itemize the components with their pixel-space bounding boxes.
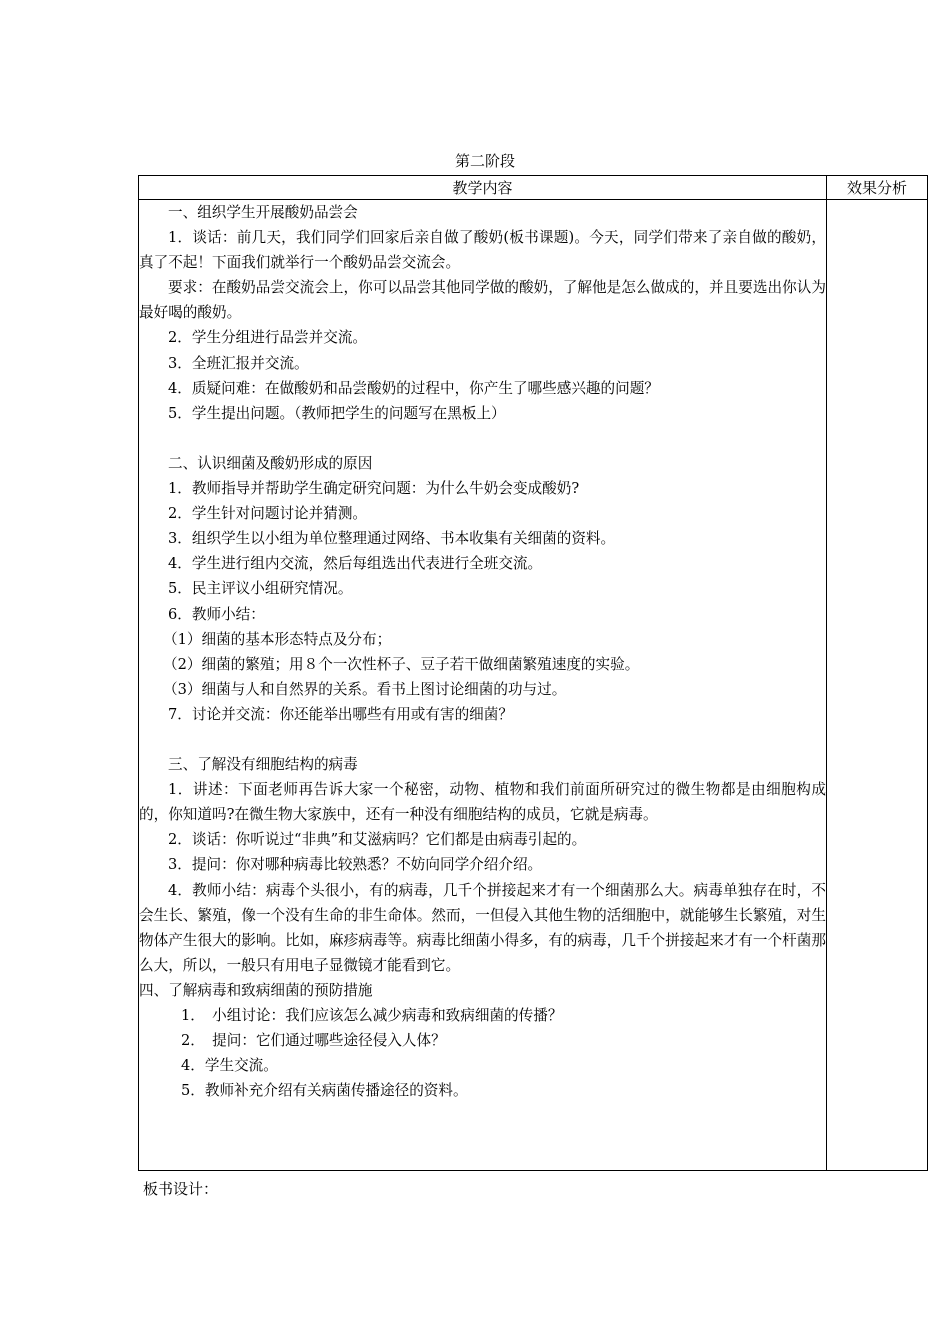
list-item: 1．教师指导并帮助学生确定研究问题：为什么牛奶会变成酸奶? [168, 480, 580, 498]
list-item: 1．讲述：下面老师再告诉大家一个秘密，动物、植物和我们前面所研究过的微生物都是由细胞构成的，你知道吗?在微生物大家族中，还有一种没有细胞结构的成员，它就是病毒。 [139, 781, 826, 824]
list-item: （1）细菌的基本形态特点及分布； [163, 630, 392, 648]
header-teaching-content: 教学内容 [139, 176, 827, 200]
list-item: 3．全班汇报并交流。 [168, 354, 309, 372]
list-item: 7．讨论并交流：你还能举出哪些有用或有害的细菌？ [168, 705, 513, 723]
lesson-plan-table [138, 175, 928, 1171]
section-heading: 四、了解病毒和致病细菌的预防措施 [139, 981, 373, 999]
stage-title: 第二阶段 [454, 152, 515, 170]
list-item: 2． 提问：它们通过哪些途径侵入人体？ [181, 1032, 446, 1050]
list-item: 4．质疑问难：在做酸奶和品尝酸奶的过程中，你产生了哪些感兴趣的问题？ [168, 379, 659, 397]
effect-analysis-cell [827, 200, 928, 1171]
table-header-row [139, 176, 928, 200]
table-body-row [139, 200, 928, 1171]
list-item: 2．学生针对问题讨论并猜测。 [168, 505, 368, 523]
list-item: 6．教师小结： [168, 605, 265, 623]
list-item: 3．提问：你对哪种病毒比较熟悉？不妨向同学介绍介绍。 [168, 856, 543, 874]
list-item: 1．谈话：前几天，我们同学们回家后亲自做了酸奶(板书课题)。今天，同学们带来了亲自做的酸奶，真了不起！下面我们就举行一个酸奶品尝交流会。 [139, 229, 826, 272]
list-item: （3）细菌与人和自然界的关系。看书上图讨论细菌的功与过。 [163, 680, 567, 698]
list-item: 1． 小组讨论：我们应该怎么减少病毒和致病细菌的传播？ [181, 1007, 563, 1024]
list-item: 要求：在酸奶品尝交流会上，你可以品尝其他同学做的酸奶，了解他是怎么做成的，并且要选出你认为最好喝的酸奶。 [139, 279, 826, 322]
header-effect-analysis: 效果分析 [827, 176, 928, 200]
section-heading: 三、了解没有细胞结构的病毒 [168, 756, 358, 774]
list-item: （2）细菌的繁殖；用８个一次性杯子、豆子若干做细菌繁殖速度的实验。 [163, 655, 640, 673]
list-item: 4．学生交流。 [181, 1057, 278, 1075]
spacer [139, 426, 826, 451]
list-item: 5．学生提出问题。（教师把学生的问题写在黑板上） [168, 404, 506, 422]
board-design-label: 板书设计： [143, 1180, 219, 1198]
list-item: 4．教师小结：病毒个头很小，有的病毒，几千个拼接起来才有一个细菌那么大。病毒单独存在时，不会生长、繁殖，像一个没有生命的非生命体。然而，一但侵入其他生物的活细胞中，就能够生长繁殖，对生物体产生很大的影响。比如，麻疹病毒等。病毒比细菌小得多，有的病毒，几千个拼接起来才有一个杆菌那么大，所以，一般只有用电子显微镜才能看到它。 [139, 881, 826, 974]
list-item: 4．学生进行组内交流，然后每组选出代表进行全班交流。 [168, 555, 543, 573]
list-item: 2．学生分组进行品尝并交流。 [168, 329, 368, 347]
list-item: 3．组织学生以小组为单位整理通过网络、书本收集有关细菌的资料。 [168, 530, 616, 548]
teaching-content-cell [139, 200, 827, 1171]
list-item: 5．教师补充介绍有关病菌传播途径的资料。 [181, 1082, 468, 1100]
section-heading: 一、组织学生开展酸奶品尝会 [168, 204, 358, 221]
section-heading: 二、认识细菌及酸奶形成的原因 [168, 454, 373, 472]
list-item: 5．民主评议小组研究情况。 [168, 580, 353, 598]
spacer [139, 727, 826, 752]
list-item: 2．谈话：你听说过“非典”和艾滋病吗？它们都是由病毒引起的。 [168, 831, 587, 849]
